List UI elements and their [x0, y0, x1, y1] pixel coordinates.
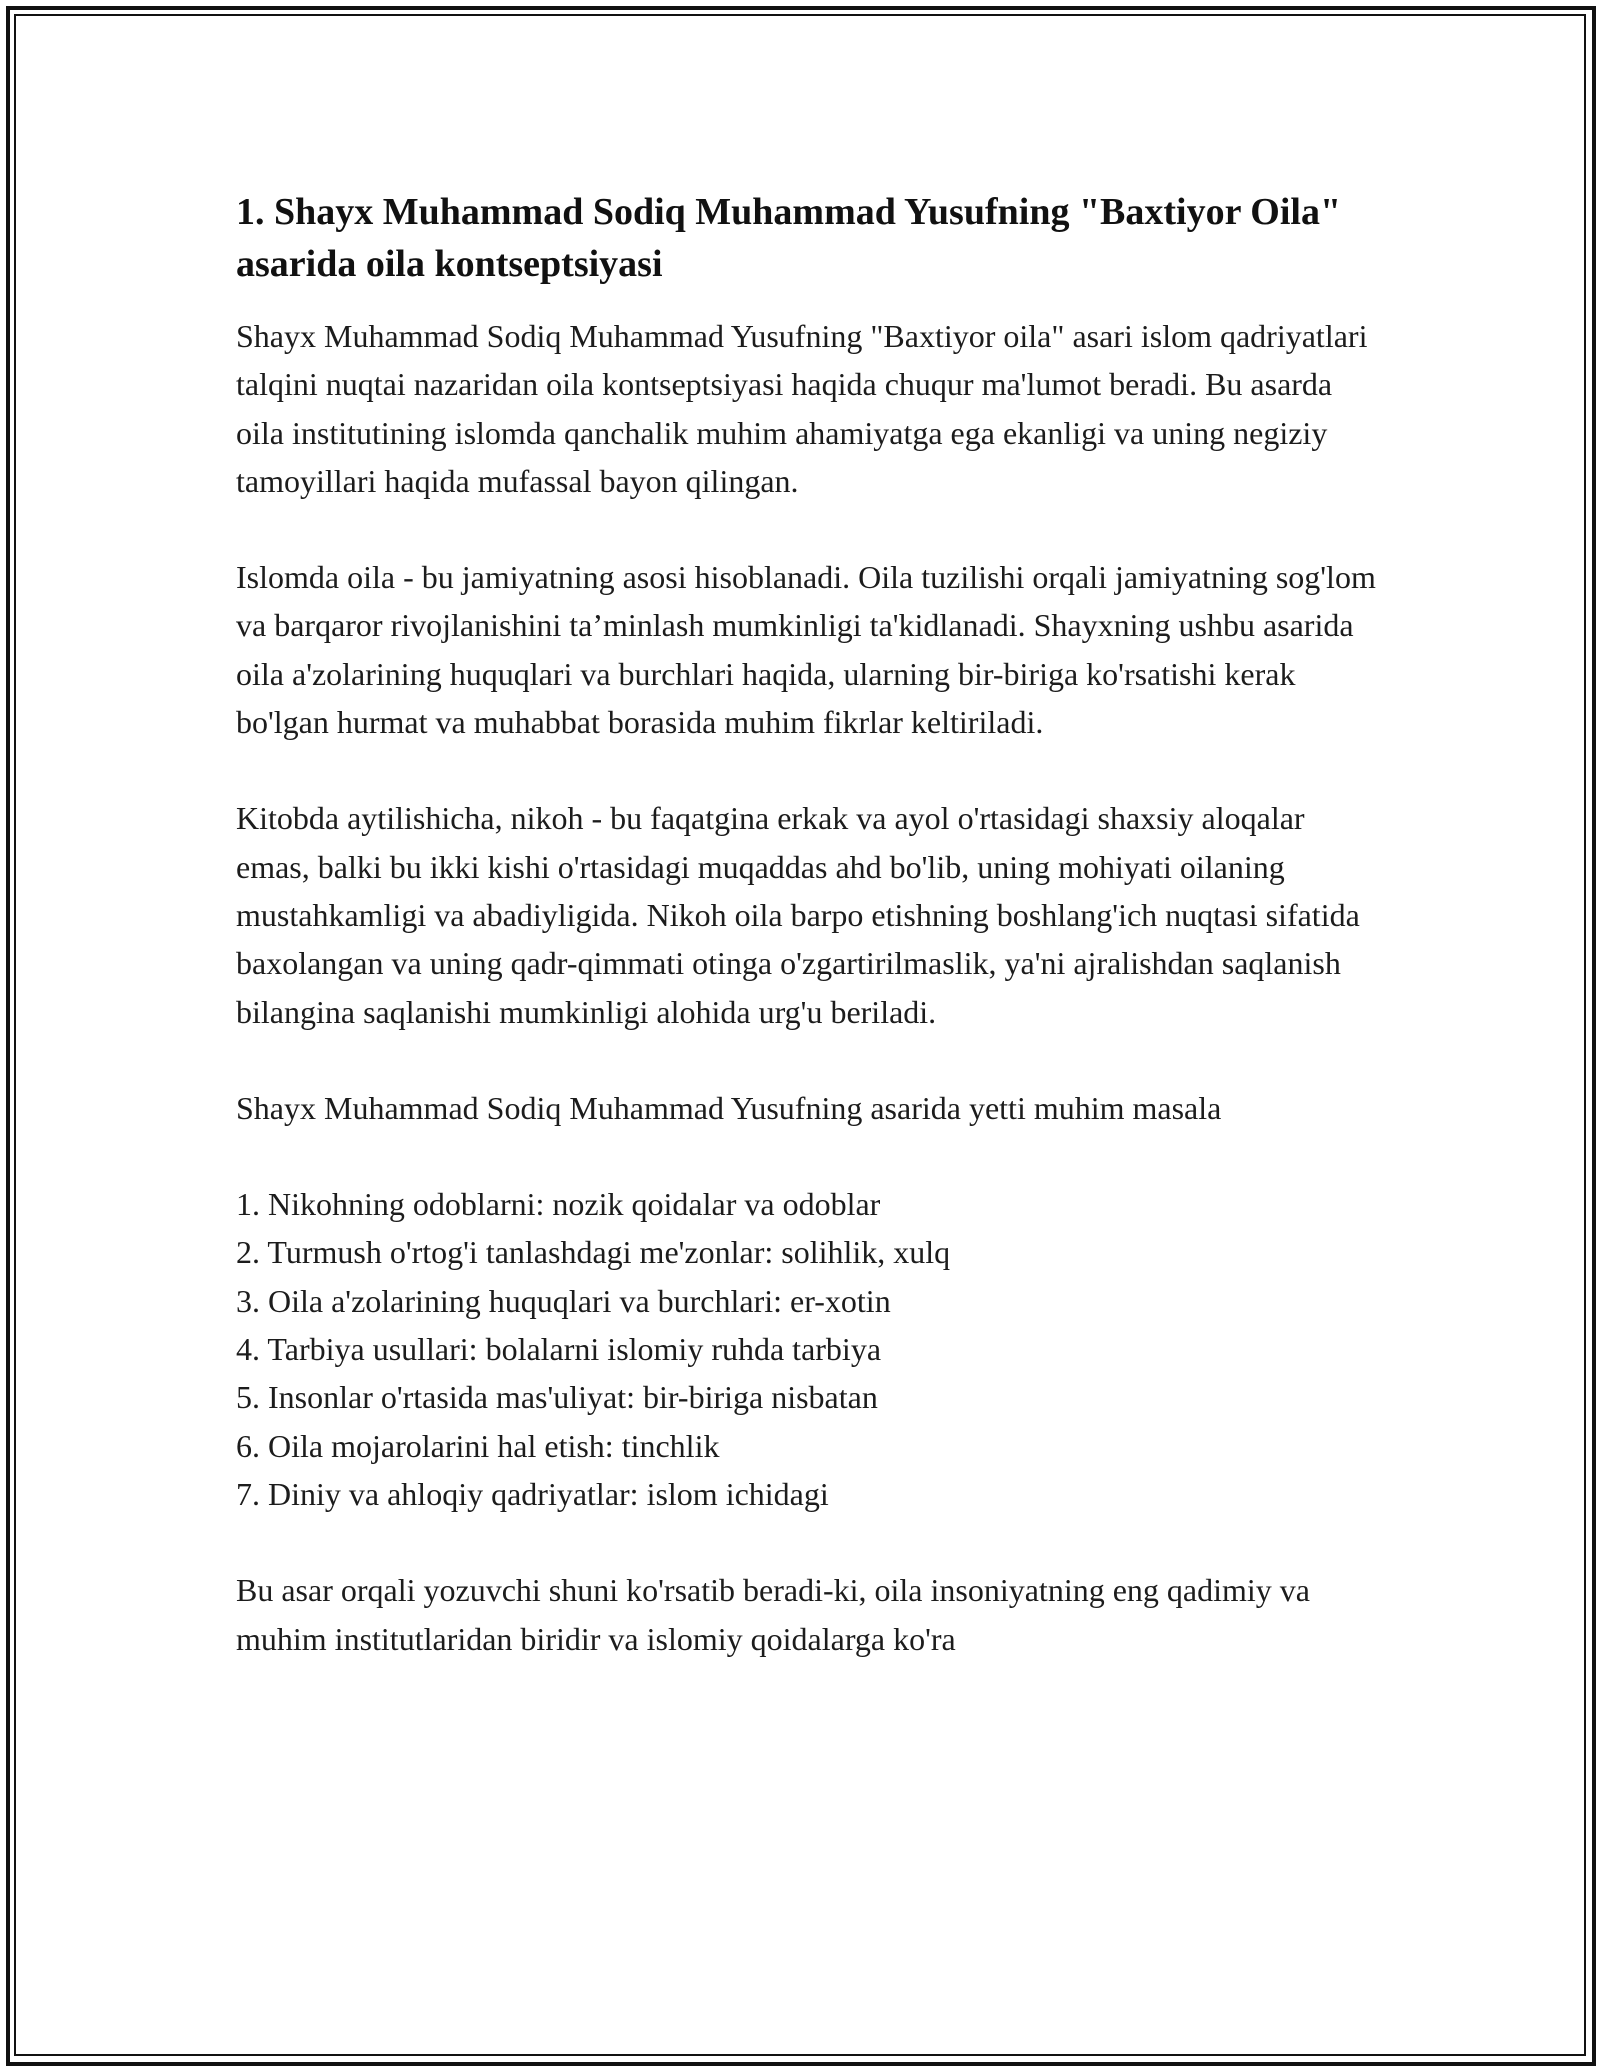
list-item: 5. Insonlar o'rtasida mas'uliyat: bir-biriga nisbatan: [236, 1379, 878, 1416]
list-item: 6. Oila mojarolarini hal etish: tinchlik: [236, 1427, 720, 1464]
list-item: 3. Oila a'zolarining huquqlari va burchlari: er-xotin: [236, 1282, 891, 1319]
issues-list: [236, 1180, 1386, 1518]
paragraph-closing: Bu asar orqali yozuvchi shuni ko'rsatib beradi-ki, oila insoniyatning eng qadimiy va muhim institutlaridan biridir va islomiy qoidalarga ko'ra: [236, 1572, 1310, 1657]
paragraph-intro: Shayx Muhammad Sodiq Muhammad Yusufning "Baxtiyor oila" asari islom qadriyatlari talqini nuqtai nazaridan oila kontseptsiyasi haqida chuqur ma'lumot beradi. Bu asarda oila institutining islomda qanchalik muhim ahamiyatga ega ekanligi va uning negiziy tamoyillari haqida mufassal bayon qilingan.: [236, 318, 1368, 499]
list-item: 7. Diniy va ahloqiy qadriyatlar: islom ichidagi: [236, 1475, 829, 1512]
list-item: 4. Tarbiya usullari: bolalarni islomiy ruhda tarbiya: [236, 1331, 882, 1368]
section-title: 1. Shayx Muhammad Sodiq Muhammad Yusufning "Baxtiyor Oila" asarida oila kontseptsiyasi: [236, 191, 1342, 285]
paragraph-family-foundation: Islomda oila - bu jamiyatning asosi hisoblanadi. Oila tuzilishi orqali jamiyatning sog'lom va barqaror rivojlanishini ta’minlash mumkinligi ta'kidlanadi. Shayxning ushbu asarida oila a'zolarining huquqlari va burchlari haqida, ularning bir-biriga ko'rsatishi kerak bo'lgan hurmat va muhabbat borasida muhim fikrlar keltiriladi.: [236, 559, 1376, 741]
list-item: 2. Turmush o'rtog'i tanlashdagi me'zonlar: solihlik, xulq: [236, 1234, 951, 1271]
list-item: 1. Nikohning odoblarni: nozik qoidalar va odoblar: [236, 1186, 881, 1223]
paragraph-marriage: Kitobda aytilishicha, nikoh - bu faqatgina erkak va ayol o'rtasidagi shaxsiy aloqalar emas, balki bu ikki kishi o'rtasidagi muqaddas ahd bo'lib, uning mohiyati oilaning mustahkamligi va abadiyligida. Nikoh oila barpo etishning boshlang'ich nuqtasi sifatida baxolangan va uning qadr-qimmati otinga o'zgartirilmaslik, ya'ni ajralishdan saqlanish bilangina saqlanishi mumkinligi alohida urg'u beriladi.: [236, 800, 1360, 1030]
paragraph-issues-intro: Shayx Muhammad Sodiq Muhammad Yusufning asarida yetti muhim masala: [236, 1089, 1222, 1126]
document-body: [236, 186, 1386, 1711]
